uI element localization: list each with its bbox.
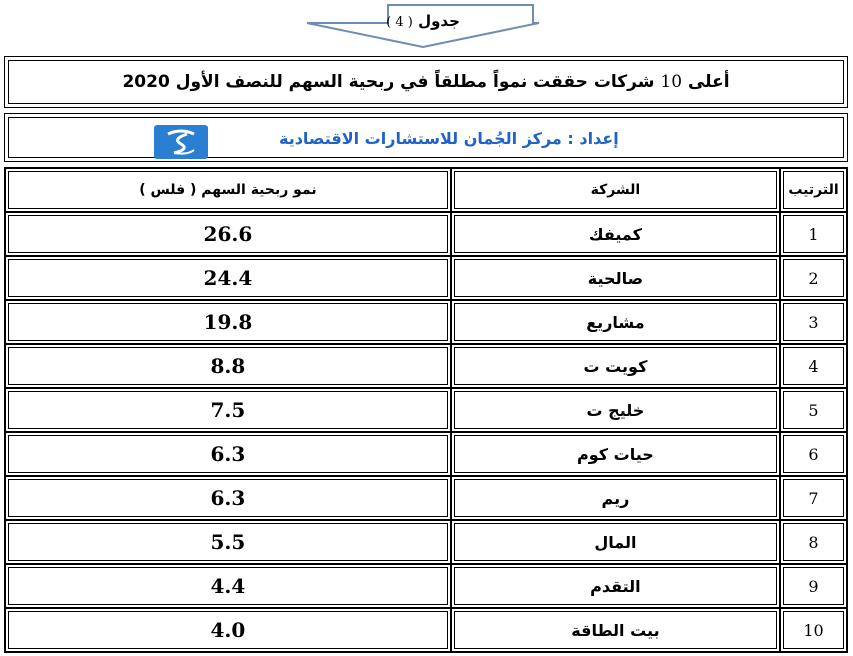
eps-growth-cell: 6.3: [5, 476, 451, 520]
table-row: [5, 608, 847, 652]
eps-growth-cell: 26.6: [5, 212, 451, 256]
rank-cell: 10: [780, 608, 847, 652]
rank-cell: 3: [780, 300, 847, 344]
top-companies-table: [4, 167, 848, 653]
company-cell: مشاريع: [451, 300, 780, 344]
header-company: الشركة: [451, 168, 780, 212]
table-row: [5, 432, 847, 476]
table-row: [5, 300, 847, 344]
header-eps-growth: نمو ربحية السهم ( فلس ): [5, 168, 451, 212]
eps-growth-cell: 6.3: [5, 432, 451, 476]
eps-growth-cell: 7.5: [5, 388, 451, 432]
rank-cell: 8: [780, 520, 847, 564]
prepared-by-box: [4, 113, 848, 162]
rank-cell: 1: [780, 212, 847, 256]
company-cell: كميفك: [451, 212, 780, 256]
company-cell: حيات كوم: [451, 432, 780, 476]
table-number-banner: [305, 3, 541, 49]
eps-growth-cell: 8.8: [5, 344, 451, 388]
page-title: أعلى 10 شركات حققت نمواً مطلقاً في ربحية السهم للنصف الأول 2020: [122, 72, 730, 92]
table-row: [5, 520, 847, 564]
aljuman-logo-icon: [154, 125, 208, 159]
company-cell: خليج ت: [451, 388, 780, 432]
eps-growth-cell: 4.0: [5, 608, 451, 652]
banner-label: جدول ( 4 ): [386, 12, 460, 30]
rank-cell: 4: [780, 344, 847, 388]
company-cell: التقدم: [451, 564, 780, 608]
rank-cell: 6: [780, 432, 847, 476]
table-row: [5, 476, 847, 520]
eps-growth-cell: 19.8: [5, 300, 451, 344]
rank-cell: 2: [780, 256, 847, 300]
table-row: [5, 212, 847, 256]
header-rank: الترتيب: [780, 168, 847, 212]
company-cell: بيت الطاقة: [451, 608, 780, 652]
company-cell: كويت ت: [451, 344, 780, 388]
table-row: [5, 256, 847, 300]
eps-growth-cell: 4.4: [5, 564, 451, 608]
eps-growth-cell: 24.4: [5, 256, 451, 300]
company-cell: المال: [451, 520, 780, 564]
eps-growth-cell: 5.5: [5, 520, 451, 564]
company-cell: صالحية: [451, 256, 780, 300]
table-row: [5, 564, 847, 608]
rank-cell: 9: [780, 564, 847, 608]
rank-cell: 7: [780, 476, 847, 520]
company-cell: ريم: [451, 476, 780, 520]
rank-cell: 5: [780, 388, 847, 432]
title-box: [4, 56, 848, 108]
table-row: [5, 388, 847, 432]
prepared-by-label: إعداد : مركز الجُمان للاستشارات الاقتصادية: [279, 129, 619, 148]
table-row: [5, 344, 847, 388]
